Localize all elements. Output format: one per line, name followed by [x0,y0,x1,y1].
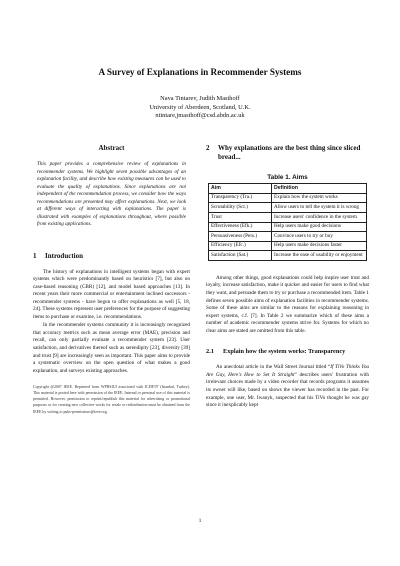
table-row [209,193,367,203]
paragraph-text: ” describes users' frustration with irrelevant choices made by a video recorder that records programs it assumes its owner will like, based on shows the viewer has recorded in the past. For example, one user, Mr. Iwanyk, suspected that his TiVo thought he was gay since it inexplicably kept [206,371,369,409]
table-row [209,251,367,261]
subsection-title: Explain how the system works: Transparency [223,348,346,356]
table-cell-definition: Help users make good decisions [272,222,367,232]
left-column [33,144,190,415]
subsection-2-1-heading [206,348,369,356]
table-cell-aim: Trust [209,212,272,222]
author-affiliation: University of Aberdeen, Scotland, U.K. [149,103,251,111]
table-row [209,241,367,251]
author-names: Nava Tintarev, Judith Masthoff [160,95,240,102]
section-2-paragraph: Among other things, good explanations could help inspire user trust and loyalty, increase satisfaction, make it quicker and easier for users to find what they want, and persuade them to try or purchase a recommended item. Table 1 defines seven possible aims of explanation facilities in recommender systems. Some of these aims are similar to the reasons for explaining reasoning in expert systems, c.f. [7]. In Table 2 we summarize which of these aims a number of academic recommender systems strive for. Systems for which no clear aims are stated are omitted from this table. [206,274,369,334]
intro-paragraph: The history of explanations in intelligent systems began with expert systems which were predominantly based on heuristics [7], but also on case-based reasoning (CBR) [12], and model based approaches [13]. In recent years their more commercial or entertainment inclined successors - recommender systems - have begun to offer explanations as well [5, 18, 24]. These systems represent user preferences for the purpose of suggesting items to purchase or examine, i.e. recommendations. [33,268,190,320]
article-title: If TiVo Thinks You Are Gay, Here's How to Set It Straight [206,364,370,378]
table-cell-aim: Scrutability (Scr.) [209,203,272,213]
right-column [206,144,369,411]
paragraph-text: An anecdotal article in the Wall Street Journal titled “ [216,364,331,371]
table-cell-definition: Allow users to tell the system it is wrong [272,203,367,213]
table-header-cell: Aim [209,184,272,194]
table-caption: Table 1. Aims [267,174,308,182]
table-row [209,203,367,213]
section-title: Why explanations are the best thing since sliced bread... [218,144,361,161]
table-cell-definition: Explain how the system works [272,193,367,203]
table-row [209,222,367,232]
table-cell-aim: Efficiency (Efc.) [209,241,272,251]
table-row [209,232,367,242]
table-header-cell: Definition [272,184,367,194]
copyright-notice: Copyright @2007 IEEE. Reprinted from WPRSIUI associated with ICDE'07 (Istanbul, Turkey). This material is posted here with permission of the IEEE. Internal or personal use of this material is permitted. However, permission to reprint/republish this material for advertising or promotional purposes or for creating new collective works for resale or redistribution must be obtained from the IEEE by writing to pubs-permissions@ieee.org. [33,385,190,414]
section-number: 1 [33,251,37,260]
table-cell-definition: Increase the ease of usability or enjoyment [272,251,367,261]
page-number: 1 [198,518,202,524]
subsection-number: 2.1 [206,348,214,356]
transparency-paragraph [206,364,369,409]
author-email: ntintare,jmasthoff@csd.abdn.ac.uk [155,112,245,120]
section-title: Introduction [45,251,83,260]
table-cell-definition: Convince users to try or buy [272,232,367,242]
section-1-heading [33,252,190,261]
author-block [0,95,400,121]
table-cell-definition: Help users make decisions faster [272,241,367,251]
abstract-text: This paper provides a comprehensive review of explanations in recommender systems. We highlight seven possible advantages of an explanation facility, and describe how existing measures can be used to evaluate the quality of explanations. Since explanations are not independent of the recommendation process, we consider how the ways recommendations are presented may affect explanations. Next, we look at different ways of interacting with explanations. The paper is illustrated with examples of explanations throughout, where possible from existing applications. [37,161,186,228]
table-cell-aim: Effectiveness (Efk.) [209,222,272,232]
aims-table [208,183,367,261]
section-number: 2 [206,144,210,152]
table-row [209,212,367,222]
table-cell-aim: Satisfaction (Sat.) [209,251,272,261]
section-2-heading [206,144,369,161]
table-header-row [209,184,367,194]
abstract-heading: Abstract [98,144,125,152]
table-cell-aim: Persuasiveness (Pers.) [209,232,272,242]
intro-paragraph: In the recommender systems community it is increasingly recognized that accuracy metrics such as mean average error (MAE), precision and recall, can only partially evaluate a recommender system [23]. User satisfaction, and derivatives thereof such as serendipity [23], diversity [39] and trust [9] are increasingly seen as important. This paper aims to provide a systematic overview on the open question of what makes a good explanation, and surveys existing approaches. [33,322,190,374]
paper-title: A Survey of Explanations in Recommender Systems [98,67,302,77]
table-cell-aim: Transparency (Tra.) [209,193,272,203]
table-cell-definition: Increase users' confidence in the system [272,212,367,222]
